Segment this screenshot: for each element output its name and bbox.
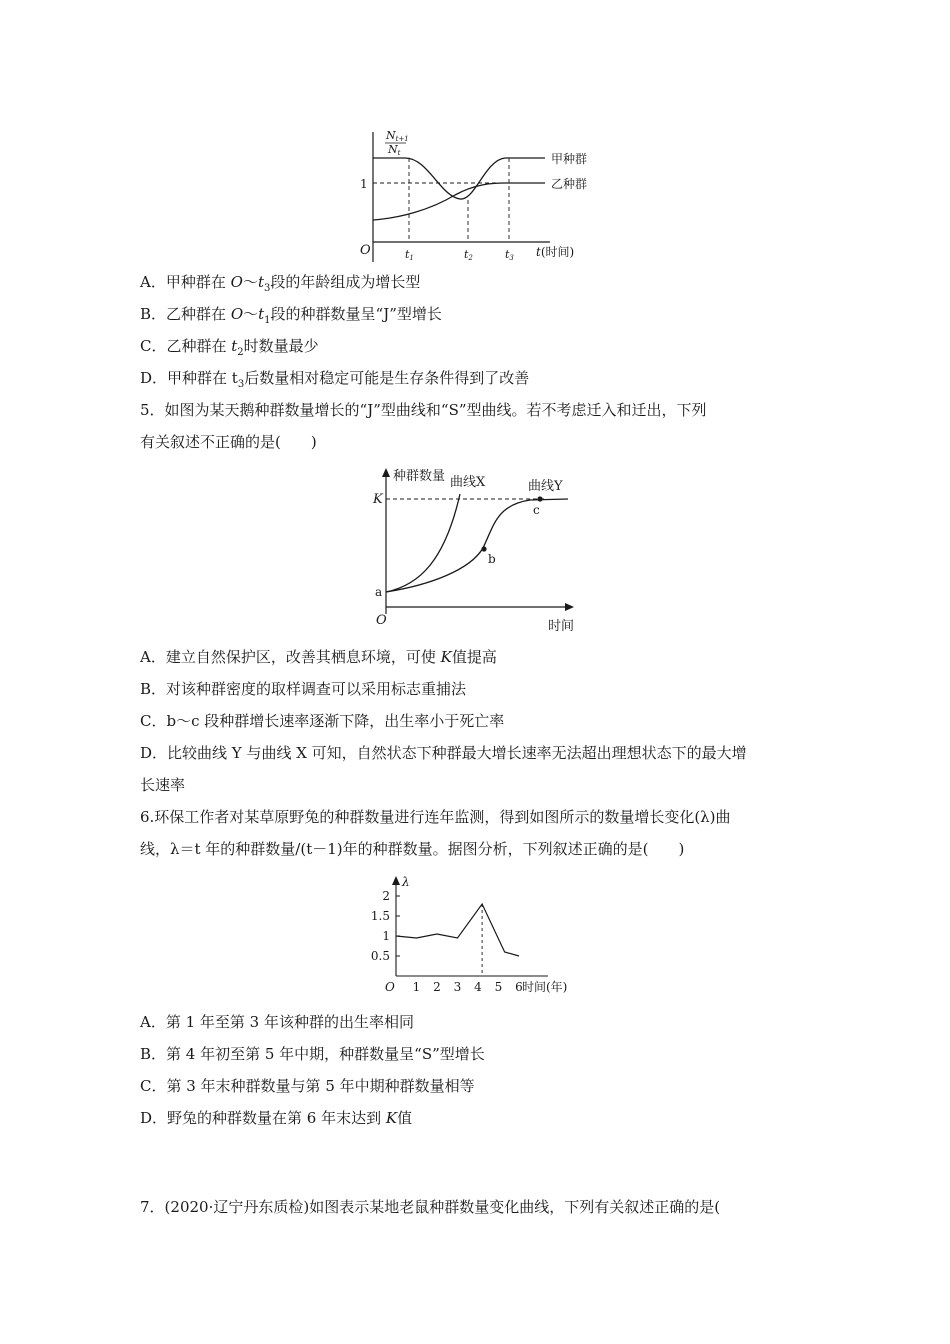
y-tick-label: 1 bbox=[382, 929, 390, 943]
origin-label: O bbox=[376, 613, 387, 628]
y-tick-label: 2 bbox=[382, 889, 390, 903]
tick-t3: t3 bbox=[505, 248, 514, 262]
a-label: a bbox=[375, 585, 383, 599]
y-label-den: Nt bbox=[388, 143, 401, 157]
q4-option-b: B．乙种群在 $O\sim t_1$段的种群数量呈“J”型增长 bbox=[140, 305, 442, 326]
origin-label: O bbox=[385, 980, 395, 994]
x-axis-label: 时间 bbox=[548, 619, 575, 634]
q6-stem-line2: 线，λ＝t 年的种群数量/(t－1)年的种群数量。据图分析，下列叙述正确的是( ) bbox=[140, 840, 685, 858]
q5-option-b: B．对该种群密度的取样调查可以采用标志重捕法 bbox=[140, 680, 467, 698]
series-label-yi: 乙种群 bbox=[551, 177, 588, 191]
q5-option-d-line2: 长速率 bbox=[140, 776, 186, 794]
origin-label: O bbox=[360, 243, 371, 258]
figure-jcurve-scurve bbox=[0, 460, 950, 640]
q7-stem-line1: 7．(2020·辽宁丹东质检)如图表示某地老鼠种群数量变化曲线，下列有关叙述正确的是( bbox=[140, 1198, 721, 1216]
x-tick-label: 5 bbox=[494, 980, 503, 994]
q6-option-b: B．第 4 年初至第 5 年中期，种群数量呈“S”型增长 bbox=[140, 1045, 485, 1063]
q4-option-a: A．甲种群在 $O\sim t_3$段的年龄组成为增长型 bbox=[140, 273, 421, 294]
y-tick-label: 0.5 bbox=[370, 949, 390, 963]
x-axis-arrow bbox=[565, 603, 574, 611]
curve-x-label: 曲线X bbox=[450, 475, 486, 490]
k-label: K bbox=[373, 492, 383, 507]
lambda-series-line bbox=[396, 904, 519, 956]
curve-y bbox=[386, 499, 568, 592]
x-tick-label: 2 bbox=[433, 980, 441, 994]
point-b bbox=[481, 546, 486, 551]
b-label: b bbox=[488, 552, 496, 566]
x-axis-label: 时间(年) bbox=[522, 980, 568, 994]
q5-option-d-line1: D．比较曲线 Y 与曲线 X 可知，自然状态下种群最大增长速率无法超出理想状态下的最大增 bbox=[140, 744, 747, 762]
lambda-line-chart bbox=[0, 868, 950, 998]
curve-y-label: 曲线Y bbox=[528, 479, 563, 494]
q4-option-c: C．乙种群在 $t_2$时数量最少 bbox=[140, 337, 319, 358]
curve-x bbox=[386, 494, 460, 592]
y-label-num: Nt+1 bbox=[386, 129, 409, 143]
q6-option-d: D．野兔的种群数量在第 6 年末达到 K值 bbox=[140, 1109, 413, 1127]
x-tick-label: 6 bbox=[515, 980, 523, 994]
series-label-jia: 甲种群 bbox=[551, 152, 588, 166]
q5-option-a: A．建立自然保护区，改善其栖息环境，可使 K值提高 bbox=[140, 648, 497, 666]
y-tick-one: 1 bbox=[360, 177, 368, 191]
q5-stem-line2: 有关叙述不正确的是( ) bbox=[140, 433, 317, 451]
tick-t2: t2 bbox=[464, 248, 473, 262]
x-tick-label: 1 bbox=[412, 980, 421, 994]
tick-t1: t1 bbox=[405, 248, 414, 262]
y-axis-arrow bbox=[392, 876, 400, 885]
x-tick-label: 3 bbox=[453, 980, 462, 994]
curve-yi bbox=[373, 183, 545, 220]
q6-stem-line1: 6.环保工作者对某草原野兔的种群数量进行连年监测，得到如图所示的数量增长变化(λ)曲 bbox=[140, 808, 731, 826]
y-axis-arrow bbox=[382, 468, 390, 477]
x-tick-label: 4 bbox=[474, 980, 482, 994]
q5-stem-line1: 5．如图为某天鹅种群数量增长的“J”型曲线和“S”型曲线。若不考虑迁入和迁出，下列 bbox=[140, 401, 707, 419]
point-c bbox=[537, 496, 542, 501]
y-tick-label: 1.5 bbox=[370, 909, 390, 923]
q5-option-c: C．b～c 段种群增长速率逐渐下降，出生率小于死亡率 bbox=[140, 712, 505, 730]
x-axis-label: t(时间) bbox=[536, 245, 575, 259]
q4-option-d: D．甲种群在 $t_3$后数量相对稳定可能是生存条件得到了改善 bbox=[140, 369, 530, 390]
y-axis-label: λ bbox=[402, 875, 410, 889]
y-axis-label: 种群数量 bbox=[393, 469, 446, 484]
q6-option-c: C．第 3 年末种群数量与第 5 年中期种群数量相等 bbox=[140, 1077, 475, 1095]
c-label: c bbox=[533, 503, 540, 517]
q6-option-a: A．第 1 年至第 3 年该种群的出生率相同 bbox=[140, 1013, 414, 1031]
